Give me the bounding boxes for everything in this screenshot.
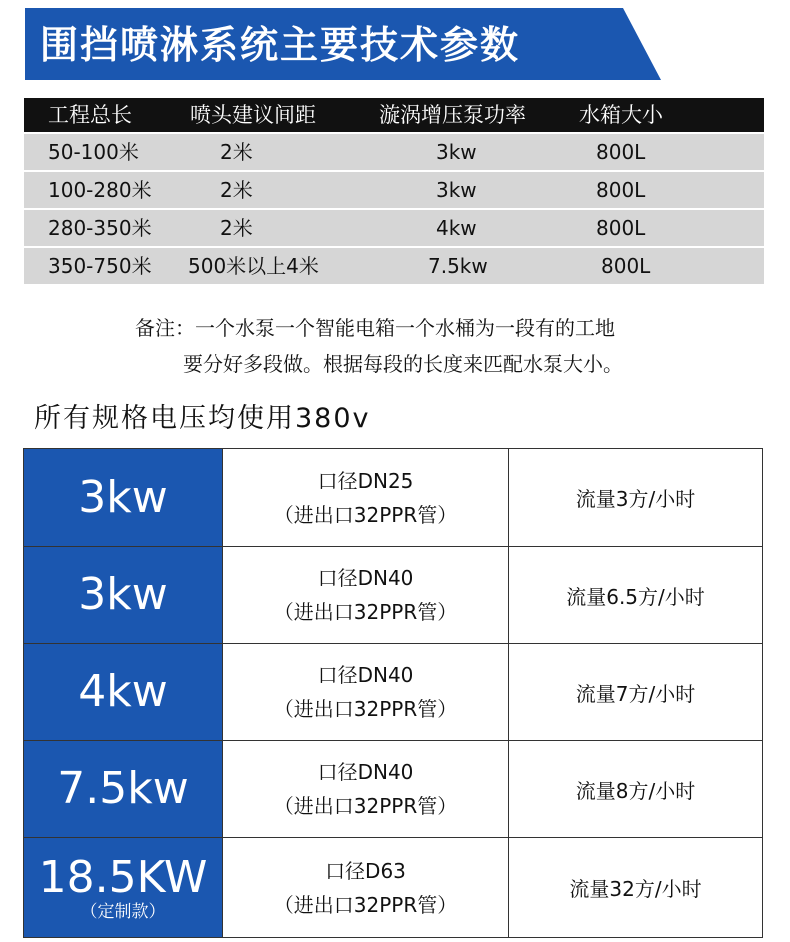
port-cell: [223, 449, 509, 546]
cell-pump-power: 3kw: [436, 140, 477, 164]
cell-pump-power: 7.5kw: [428, 254, 488, 278]
cell-tank-size: 800L: [601, 254, 651, 278]
flow-cell: 流量7方/小时: [575, 681, 696, 706]
table-row: [24, 172, 764, 208]
power-value: 18.5KW: [38, 851, 208, 903]
flow-cell: 流量6.5方/小时: [566, 584, 705, 609]
port-cell: [223, 644, 509, 740]
table-row: [24, 643, 762, 740]
spec-table: [24, 98, 764, 284]
header-tank-size: 水箱大小: [579, 103, 663, 127]
port-size: 口径D63: [325, 858, 406, 883]
flow-cell: 流量3方/小时: [575, 487, 696, 511]
table-row: [24, 837, 762, 937]
port-size: 口径DN40: [317, 760, 414, 784]
voltage-note: 所有规格电压均使用380v: [34, 403, 371, 434]
cell-spacing: 2米: [220, 140, 253, 164]
table-row: [24, 449, 762, 546]
power-cell: [24, 449, 223, 546]
header-length: 工程总长: [48, 103, 132, 127]
port-size: 口径DN40: [317, 566, 414, 590]
cell-spacing: 2米: [220, 178, 253, 202]
cell-tank-size: 800L: [596, 178, 646, 202]
port-pipe: （进出口32PPR管）: [273, 892, 458, 917]
cell-length: 100-280米: [48, 178, 152, 202]
port-size: 口径DN25: [317, 468, 414, 493]
power-subtitle: （定制款）: [80, 901, 166, 922]
power-value: 4kw: [78, 666, 168, 717]
port-pipe: （进出口32PPR管）: [273, 697, 458, 721]
cell-spacing: 500米以上4米: [188, 254, 319, 278]
port-pipe: （进出口32PPR管）: [273, 794, 458, 818]
table-row: [24, 740, 762, 837]
power-cell: [24, 547, 223, 643]
port-size: 口径DN40: [317, 663, 414, 687]
header-pump-power: 漩涡增压泵功率: [379, 103, 526, 127]
port-cell: [223, 547, 509, 643]
table-row: [24, 134, 764, 170]
table-row: [24, 210, 764, 246]
cell-length: 280-350米: [48, 216, 152, 240]
pump-table: [23, 448, 763, 938]
power-cell: [24, 838, 223, 937]
page-title: 围挡喷淋系统主要技术参数: [40, 23, 521, 67]
header-spacing: 喷头建议间距: [190, 103, 316, 127]
cell-spacing: 2米: [220, 216, 253, 240]
flow-cell: 流量8方/小时: [575, 778, 696, 803]
note-line-2: 要分好多段做。根据每段的长度来匹配水泵大小。: [183, 352, 623, 376]
power-value: 3kw: [78, 471, 168, 523]
port-cell: [223, 741, 509, 837]
cell-pump-power: 4kw: [436, 216, 477, 240]
port-pipe: （进出口32PPR管）: [273, 600, 458, 624]
port-cell: [223, 838, 509, 937]
spec-table-header: [24, 98, 764, 132]
cell-length: 350-750米: [48, 254, 152, 278]
table-row: [24, 248, 764, 284]
power-cell: [24, 644, 223, 740]
cell-length: 50-100米: [48, 140, 139, 164]
table-row: [24, 546, 762, 643]
power-value: 3kw: [78, 569, 168, 620]
cell-pump-power: 3kw: [436, 178, 477, 202]
power-cell: [24, 741, 223, 837]
power-value: 7.5kw: [57, 763, 189, 814]
port-pipe: （进出口32PPR管）: [273, 502, 458, 527]
note-line-1: 备注：一个水泵一个智能电箱一个水桶为一段有的工地: [135, 316, 615, 340]
cell-tank-size: 800L: [596, 140, 646, 164]
cell-tank-size: 800L: [596, 216, 646, 240]
flow-cell: 流量32方/小时: [569, 877, 702, 901]
